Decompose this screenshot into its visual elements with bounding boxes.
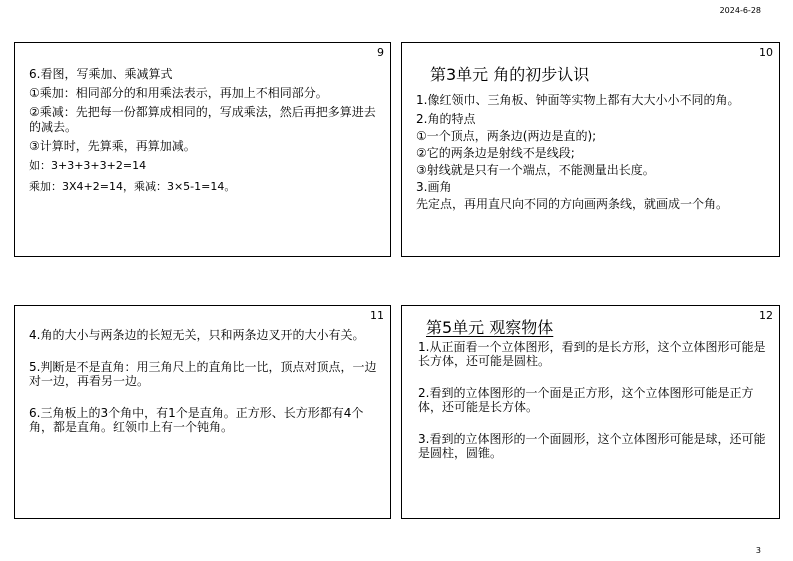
slide-title: 第3单元 角的初步认识 [430,65,590,84]
text-line: ③计算时，先算乘，再算加减。 [29,139,196,153]
text-line: 4.角的大小与两条边的长短无关，只和两条边叉开的大小有关。 [29,328,365,342]
text-line: 3.看到的立体图形的一个面圆形，这个立体图形可能是球，还可能是圆柱，圆锥。 [418,432,766,460]
slide-number: 11 [370,309,384,322]
text-line: ②乘减：先把每一份都算成相同的，写成乘法，然后再把多算进去的减去。 [29,105,376,134]
slide-9 [14,42,391,257]
slide-10 [401,42,780,257]
text-line: 如：3+3+3+3+2=14 [29,159,147,172]
text-line: 2.看到的立体图形的一个面是正方形，这个立体图形可能是正方体，还可能是长方体。 [418,386,754,414]
text-line: ①一个顶点，两条边(两边是直的); [416,129,597,143]
text-line: 6.看图，写乘加、乘减算式 [29,67,173,81]
text-line: ①乘加：相同部分的和用乘法表示，再加上不相同部分。 [29,86,328,100]
slide-number: 12 [759,309,773,322]
page-number: 3 [755,546,761,555]
text-line: 先定点，再用直尺向不同的方向画两条线，就画成一个角。 [416,197,729,211]
text-line: 1.像红领巾、三角板、钟面等实物上都有大大小小不同的角。 [416,93,740,107]
text-line: 2.角的特点 [416,112,476,126]
slide-12 [401,305,780,519]
slide-body [29,328,382,452]
slide-body [29,67,382,200]
slide-number: 10 [759,46,773,59]
slide-body [418,340,771,478]
slide-11 [14,305,391,519]
slide-number: 9 [377,46,384,59]
print-date: 2024-6-28 [719,6,761,15]
text-line: ②它的两条边是射线不是线段; [416,146,575,160]
slide-title: 第5单元 观察物体 [426,318,554,337]
text-line: 乘加：3X4+2=14，乘减：3×5-1=14。 [29,180,236,193]
text-line: 1.从正面看一个立体图形，看到的是长方形，这个立体图形可能是长方体，还可能是圆柱。 [418,340,766,368]
text-line: 5.判断是不是直角：用三角尺上的直角比一比，顶点对顶点，一边对一边，再看另一边。 [29,360,377,388]
text-line: 3.画角 [416,180,452,194]
text-line: ③射线就是只有一个端点，不能测量出长度。 [416,163,655,177]
slide-body [416,93,771,216]
text-line: 6.三角板上的3个角中，有1个是直角。正方形、长方形都有4个角，都是直角。红领巾上有一个钝角。 [29,406,364,434]
